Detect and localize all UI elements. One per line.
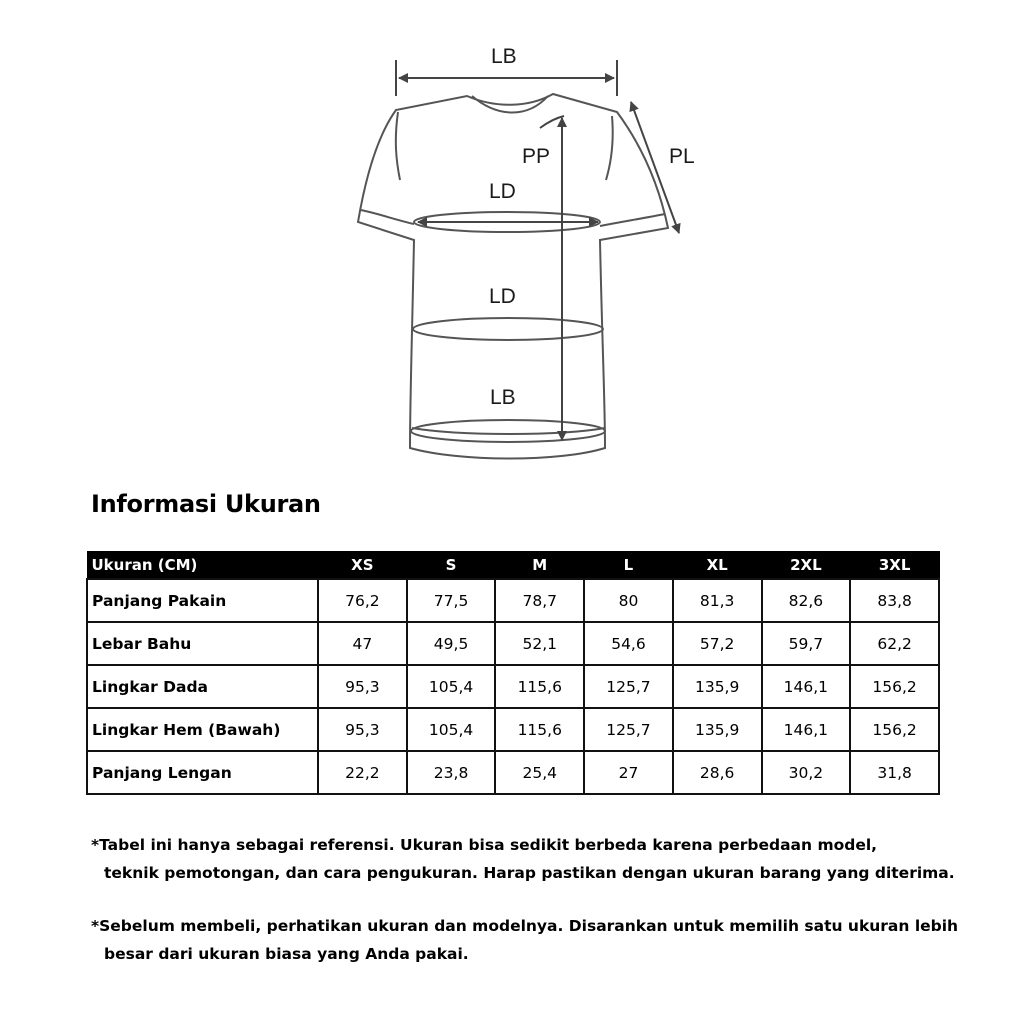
header-2xl: 2XL xyxy=(762,552,851,580)
note-advice-line2: besar dari ukuran biasa yang Anda pakai. xyxy=(104,945,469,963)
row-label: Lebar Bahu xyxy=(87,622,318,665)
header-3xl: 3XL xyxy=(850,552,939,580)
cell: 57,2 xyxy=(673,622,762,665)
table-row xyxy=(87,708,939,751)
note-reference xyxy=(91,831,955,887)
cell: 49,5 xyxy=(407,622,496,665)
cell: 28,6 xyxy=(673,751,762,794)
label-ld-chest: LD xyxy=(489,180,516,203)
cell: 76,2 xyxy=(318,579,407,622)
page-title: Informasi Ukuran xyxy=(91,490,321,518)
cell: 125,7 xyxy=(584,665,673,708)
cell: 62,2 xyxy=(850,622,939,665)
note-advice-line1: *Sebelum membeli, perhatikan ukuran dan modelnya. Disarankan untuk memilih satu ukuran lebih xyxy=(91,917,959,935)
cell: 105,4 xyxy=(407,665,496,708)
row-label: Panjang Lengan xyxy=(87,751,318,794)
label-lb-top: LB xyxy=(491,45,517,68)
note-reference-line2: teknik pemotongan, dan cara pengukuran. Harap pastikan dengan ukuran barang yang diterima. xyxy=(104,864,955,882)
cell: 146,1 xyxy=(762,665,851,708)
cell: 95,3 xyxy=(318,665,407,708)
cell: 47 xyxy=(318,622,407,665)
cell: 25,4 xyxy=(495,751,584,794)
label-ld-waist: LD xyxy=(489,285,516,308)
table-row xyxy=(87,622,939,665)
header-xs: XS xyxy=(318,552,407,580)
cell: 115,6 xyxy=(495,665,584,708)
cell: 31,8 xyxy=(850,751,939,794)
cell: 22,2 xyxy=(318,751,407,794)
header-m: M xyxy=(495,552,584,580)
cell: 125,7 xyxy=(584,708,673,751)
cell: 77,5 xyxy=(407,579,496,622)
label-pl: PL xyxy=(669,145,695,168)
cell: 78,7 xyxy=(495,579,584,622)
cell: 95,3 xyxy=(318,708,407,751)
cell: 82,6 xyxy=(762,579,851,622)
cell: 27 xyxy=(584,751,673,794)
cell: 146,1 xyxy=(762,708,851,751)
cell: 156,2 xyxy=(850,665,939,708)
note-reference-line1: *Tabel ini hanya sebagai referensi. Ukuran bisa sedikit berbeda karena perbedaan model, xyxy=(91,836,878,854)
cell: 23,8 xyxy=(407,751,496,794)
cell: 30,2 xyxy=(762,751,851,794)
note-advice xyxy=(91,912,958,968)
cell: 156,2 xyxy=(850,708,939,751)
cell: 135,9 xyxy=(673,708,762,751)
cell: 135,9 xyxy=(673,665,762,708)
header-size-label: Ukuran (CM) xyxy=(87,552,318,580)
table-row xyxy=(87,751,939,794)
row-label: Panjang Pakain xyxy=(87,579,318,622)
measurement-arrows xyxy=(396,60,679,440)
table-row xyxy=(87,665,939,708)
row-label: Lingkar Hem (Bawah) xyxy=(87,708,318,751)
cell: 105,4 xyxy=(407,708,496,751)
tshirt-measurement-diagram xyxy=(0,0,1024,480)
header-xl: XL xyxy=(673,552,762,580)
cell: 115,6 xyxy=(495,708,584,751)
table-header-row xyxy=(87,552,939,580)
cell: 80 xyxy=(584,579,673,622)
size-table xyxy=(86,551,940,795)
header-l: L xyxy=(584,552,673,580)
cell: 52,1 xyxy=(495,622,584,665)
row-label: Lingkar Dada xyxy=(87,665,318,708)
label-lb-hem: LB xyxy=(490,386,516,409)
cell: 59,7 xyxy=(762,622,851,665)
cell: 81,3 xyxy=(673,579,762,622)
table-row xyxy=(87,579,939,622)
cell: 83,8 xyxy=(850,579,939,622)
cell: 54,6 xyxy=(584,622,673,665)
label-pp: PP xyxy=(522,145,551,168)
header-s: S xyxy=(407,552,496,580)
